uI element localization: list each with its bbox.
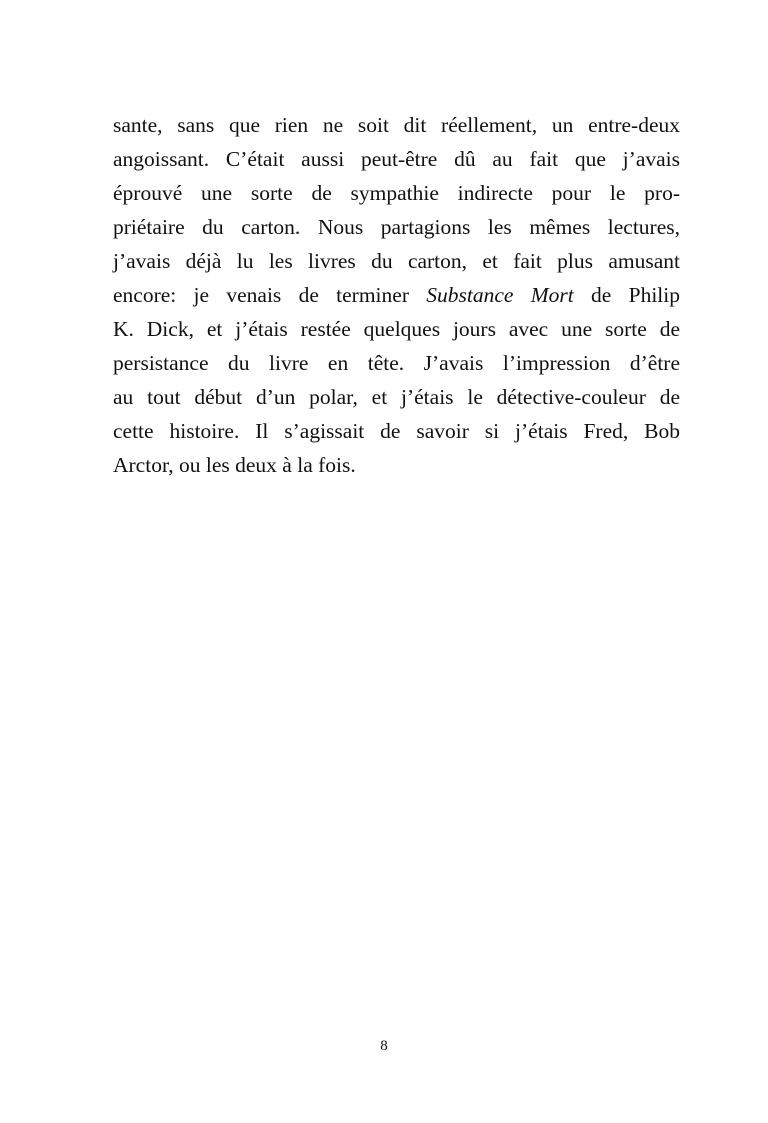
text-line-1: [113, 108, 680, 142]
body-text: [113, 108, 680, 482]
line-11-text: Arctor, ou les deux à la fois.: [113, 453, 356, 477]
line-4-text: priétaire du carton. Nous partagions les mêmes lectures,: [113, 215, 680, 239]
line-3-text: éprouvé une sorte de sympathie indirecte pour le pro-: [113, 181, 680, 205]
line-5-text: j’avais déjà lu les livres du carton, et fait plus amusant: [113, 249, 680, 273]
text-line-10: [113, 414, 680, 448]
text-line-5: [113, 244, 680, 278]
line-9-text: au tout début d’un polar, et j’étais le détective-couleur de: [113, 385, 680, 409]
line-6-tail: de Philip: [573, 283, 680, 307]
text-line-4: [113, 210, 680, 244]
text-line-9: [113, 380, 680, 414]
page-number: 8: [380, 1038, 388, 1054]
line-6-text: encore: je venais de terminer: [113, 283, 427, 307]
text-line-8: [113, 346, 680, 380]
line-8-text: persistance du livre en tête. J’avais l’impression d’être: [113, 351, 680, 375]
text-line-2: [113, 142, 680, 176]
text-line-6: [113, 278, 680, 312]
text-line-3: [113, 176, 680, 210]
line-6-composite: [113, 278, 680, 312]
text-line-7: [113, 312, 680, 346]
line-2-text: angoissant. C’était aussi peut-être dû au fait que j’avais: [113, 147, 680, 171]
book-title: Substance Mort: [426, 283, 574, 307]
line-1-text: sante, sans que rien ne soit dit réellement, un entre-deux: [113, 113, 680, 137]
line-7-text: K. Dick, et j’étais restée quelques jours avec une sorte de: [113, 317, 680, 341]
line-10-text: cette histoire. Il s’agissait de savoir si j’étais Fred, Bob: [113, 419, 680, 443]
text-line-11: [113, 448, 680, 482]
